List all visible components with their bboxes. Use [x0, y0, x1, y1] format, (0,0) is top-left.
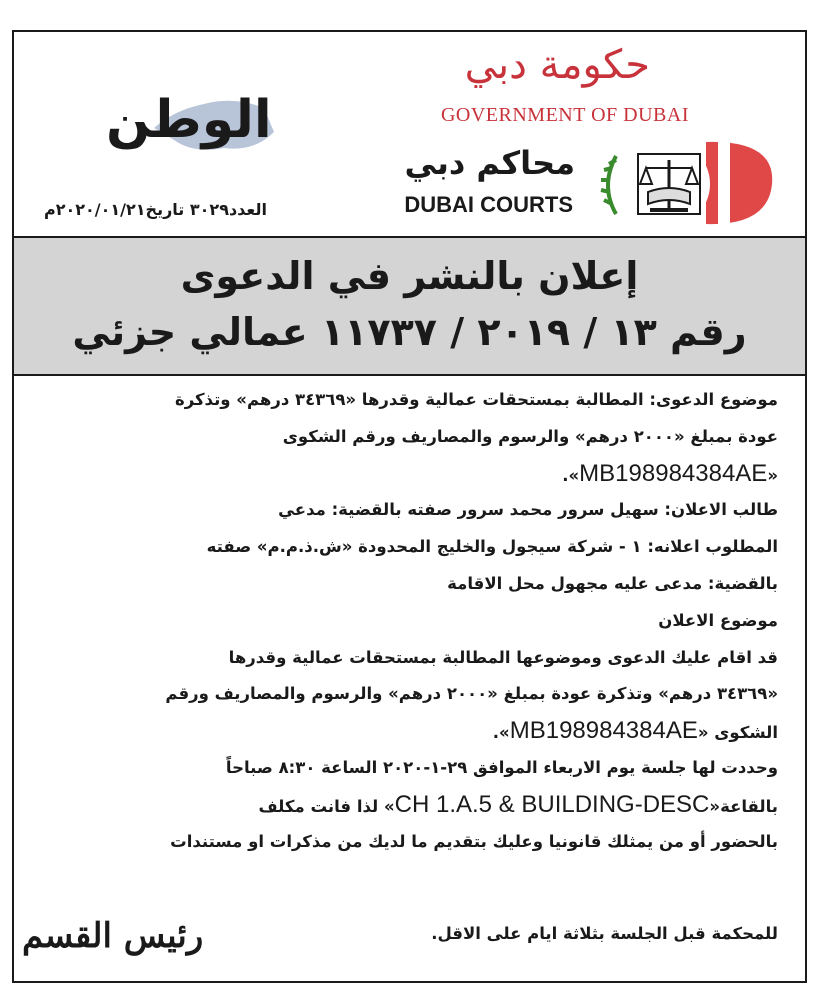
complaint-code-line: «MB198984384AE». [562, 459, 778, 487]
subject-line: موضوع الدعوى: المطالبة بمستحقات عمالية وقدرها «٣٤٣٦٩ درهم» وتذكرة [174, 390, 778, 409]
notice-header [14, 32, 805, 228]
hearing-room: CH 1.A.5 & BUILDING-DESC [394, 790, 710, 818]
requester-line: طالب الاعلان: سهيل سرور محمد سرور صفته بالقضية: مدعي [278, 500, 778, 520]
complaint-code: MB198984384AE [509, 717, 698, 745]
attendance-line: بالحضور أو من يمثلك قانونيا وعليك بتقديم ما لديك من مذكرات او مستندات [170, 831, 778, 851]
courts-name-arabic: محاكم دبي [404, 144, 575, 182]
hearing-date-line: وحددت لها جلسة يوم الاربعاء الموافق ٢٩-١-٢٠٢٠ الساعة ٨:٣٠ صباحاً [225, 757, 778, 777]
deadline-line: للمحكمة قبل الجلسة بثلاثة ايام على الاقل. [431, 924, 778, 943]
government-logo-english: GOVERNMENT OF DUBAI [440, 104, 689, 126]
subject-line: عودة بمبلغ «٢٠٠٠ درهم» والرسوم والمصاريف ورقم الشكوى [282, 426, 778, 446]
newspaper-name: الوطن [106, 90, 272, 150]
department-head-signature: رئيس القسم [22, 916, 204, 956]
courts-name-english: DUBAI COURTS [404, 192, 573, 217]
notice-banner [14, 236, 805, 376]
issue-number-date: العدد٣٠٢٩ تاريخ٢٠٢٠/٠١/٢١م [44, 200, 267, 219]
complaint-code: MB198984384AE [579, 459, 768, 487]
signature-row [22, 916, 778, 964]
complaint-code-line: الشكوى «MB198984384AE». [492, 717, 778, 745]
government-logo-arabic: حكومة دبي [464, 42, 650, 88]
notice-subject-heading: موضوع الاعلان [658, 610, 778, 630]
defendant-line: المطلوب اعلانه: ١ - شركة سيجول والخليج المحدودة «ش.ذ.م.م» صفته [206, 537, 778, 557]
case-number: رقم ١٣ / ٢٠١٩ / ١١٧٣٧ عمالي جزئي [72, 310, 747, 354]
notice-title: إعلان بالنشر في الدعوى [180, 254, 639, 298]
hearing-room-line: بالقاعة«CH 1.A.5 & BUILDING-DESC» لذا فانت مكلف [258, 790, 778, 818]
notice-text-line: «٣٤٣٦٩ درهم» وتذكرة عودة بمبلغ «٢٠٠٠ درهم» والرسوم والمصاريف ورقم [165, 684, 778, 704]
notice-text-line: قد اقام عليك الدعوى وموضوعها المطالبة بمستحقات عمالية وقدرها [228, 647, 778, 667]
notice-body [22, 382, 778, 860]
scales-of-justice-icon [586, 134, 776, 230]
defendant-line: بالقضية: مدعى عليه مجهول محل الاقامة [447, 573, 778, 593]
